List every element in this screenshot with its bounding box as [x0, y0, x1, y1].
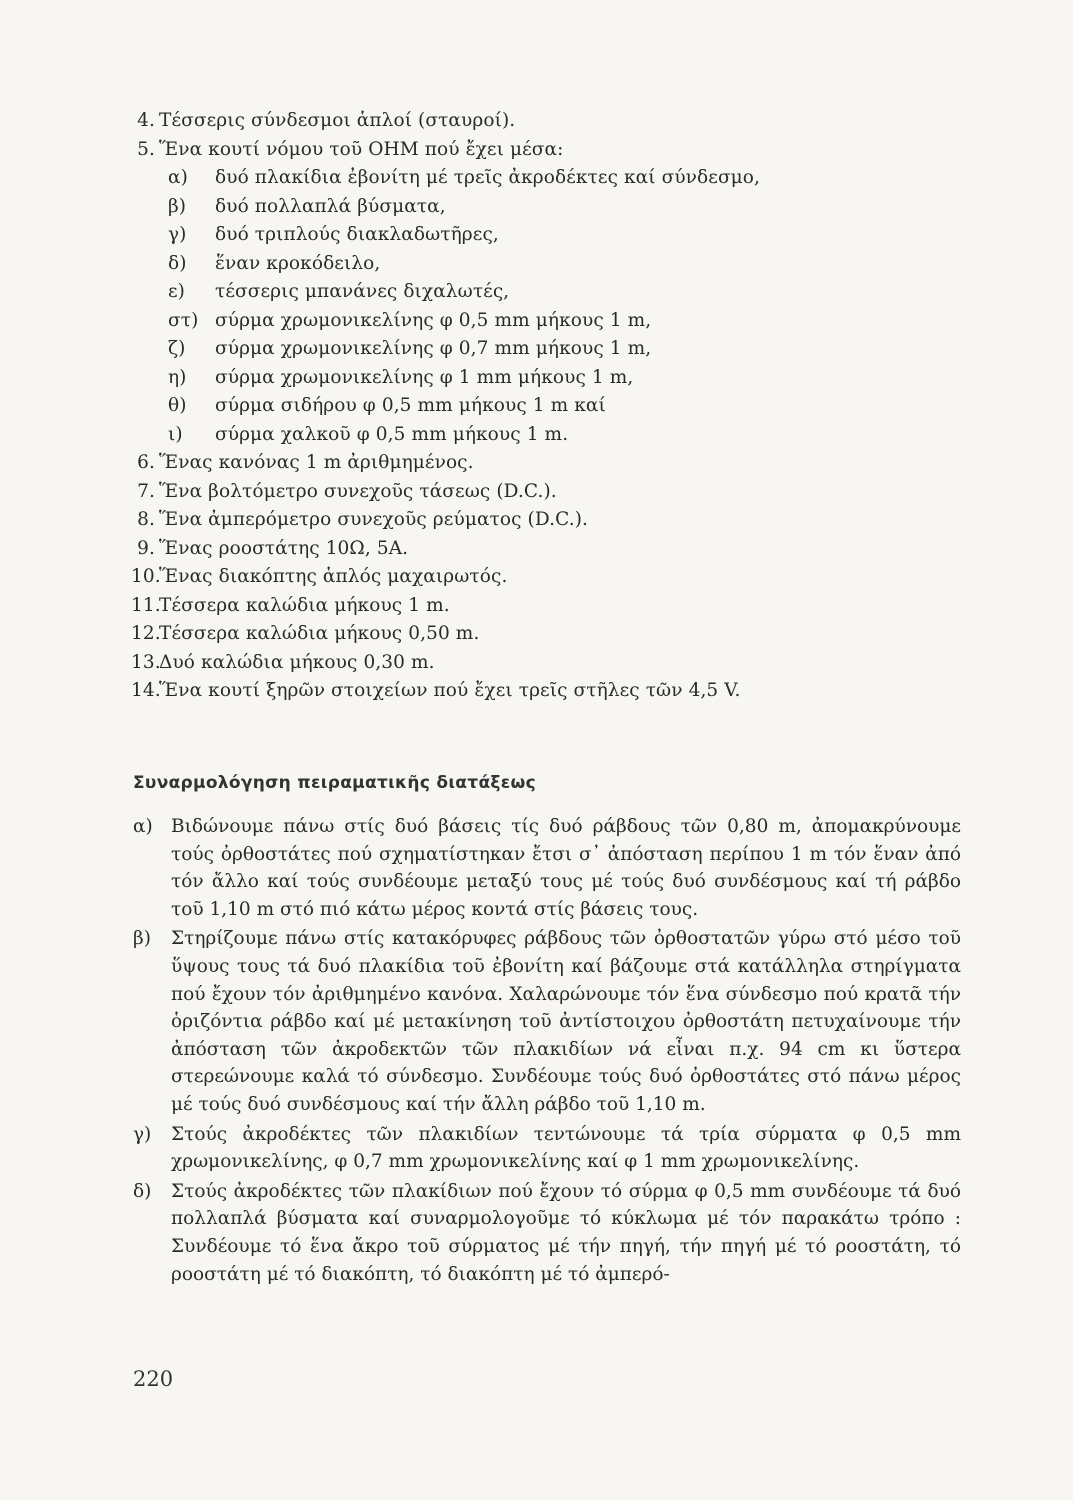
item-text: τέσσερις μπανάνες διχαλωτές, [215, 281, 510, 302]
item-text: Ἕνας κανόνας 1 m ἀριθμημένος. [159, 452, 474, 473]
materials-item [133, 649, 833, 678]
materials-item [133, 592, 833, 621]
item-text: ἕναν κροκόδειλο, [215, 252, 381, 274]
materials-item [133, 506, 833, 535]
item-text: δυό πλακίδια ἐβονίτη μέ τρεῖς ἀκροδέκτες καί σύνδεσμο, [215, 167, 761, 188]
materials-item [133, 193, 833, 222]
item-number: 14. [131, 680, 161, 701]
materials-item [133, 392, 833, 421]
item-text: Ἕνα ἀμπερόμετρο συνεχοῦς ρεύματος (D.C.). [159, 509, 588, 530]
materials-item [133, 307, 833, 336]
item-text: Ἕνας ροοστάτης 10Ω, 5A. [159, 537, 409, 559]
item-number: θ) [168, 395, 187, 416]
step-beta [133, 925, 961, 1118]
item-number: 12. [131, 623, 161, 644]
materials-item [133, 221, 833, 250]
item-text: Τέσσερα καλώδια μήκους 1 m. [159, 594, 450, 616]
materials-item [133, 335, 833, 364]
item-text: Ἕνα κουτί νόμου τοῦ ΟΗΜ πού ἔχει μέσα: [159, 138, 564, 160]
item-number: ζ) [168, 338, 186, 359]
item-text: σύρμα χρωμονικελίνης φ 0,7 mm μήκους 1 m, [215, 338, 652, 359]
materials-item [133, 478, 833, 507]
step-alpha [133, 813, 961, 923]
materials-list [133, 107, 833, 706]
item-text: σύρμα χρωμονικελίνης φ 0,5 mm μήκους 1 m, [215, 309, 652, 331]
item-number: δ) [168, 252, 187, 274]
materials-item [133, 250, 833, 279]
item-number: η) [168, 366, 187, 388]
item-number: 4. [137, 110, 155, 131]
item-text: δυό τριπλούς διακλαδωτῆρες, [215, 224, 499, 245]
item-number: 10. [131, 566, 161, 587]
step-delta [133, 1178, 961, 1288]
materials-item [133, 136, 833, 165]
materials-item [133, 421, 833, 450]
item-text: σύρμα σιδήρου φ 0,5 mm μήκους 1 m καί [215, 395, 606, 416]
materials-item [133, 677, 833, 706]
item-text: δυό πολλαπλά βύσματα, [215, 195, 446, 217]
step-text: Στούς ἀκροδέκτες τῶν πλακιδίων τεντώνουμε τά τρία σύρματα φ 0,5 mm χρωμονικελίνης, φ 0,7 mm χρωμονικελίνης καί φ 1 mm χρωμονικελίνης. [171, 1123, 961, 1173]
item-text: σύρμα χρωμονικελίνης φ 1 mm μήκους 1 m, [215, 366, 634, 388]
item-number: 9. [137, 537, 155, 559]
materials-item [133, 449, 833, 478]
step-label: α) [133, 816, 153, 837]
page-number: 220 [133, 1367, 174, 1391]
item-text: Ἕνα κουτί ξηρῶν στοιχείων πού ἔχει τρεῖς στῆλες τῶν 4,5 V. [159, 680, 741, 701]
item-number: 5. [137, 138, 155, 160]
section-heading: Συναρμολόγηση πειραματικῆς διατάξεως [133, 773, 536, 793]
item-number: στ) [168, 309, 199, 331]
item-text: Ἕνας διακόπτης ἁπλός μαχαιρωτός. [159, 566, 508, 587]
item-number: α) [168, 167, 188, 188]
item-text: σύρμα χαλκοῦ φ 0,5 mm μήκους 1 m. [215, 423, 569, 445]
item-number: 8. [137, 509, 155, 530]
item-number: ι) [168, 423, 183, 445]
materials-item [133, 107, 833, 136]
materials-item [133, 563, 833, 592]
item-number: 7. [137, 480, 155, 502]
step-text: Στηρίζουμε πάνω στίς κατακόρυφες ράβδους τῶν ὀρθοστατῶν γύρω στό μέσο τοῦ ὕψους τους τά δυό πλακίδια τοῦ ἐβονίτη καί βάζουμε στά κατάλληλα στηρίγματα πού ἔχουν τόν ἀριθμημένο κανόνα. Χαλαρώνουμε τόν ἕνα σύνδεσμο πού κρατᾶ τήν ὁριζόντια ράβδο καί μέ μετακίνηση τοῦ ἀντίστοιχου ὀρθοστάτη πετυχαίνουμε τήν ἀπόσταση τῶν ἀκροδεκτῶν τῶν πλακιδίων νά εἶναι π.χ. 94 cm κι ὕστερα στερεώνουμε καλά τό σύνδεσμο. Συνδέουμε τούς δυό ὀρθοστάτες στό πάνω μέρος μέ τούς δυό συνδέσμους καί τήν ἄλλη ράβδο τοῦ 1,10 m. [171, 928, 961, 1115]
step-text: Βιδώνουμε πάνω στίς δυό βάσεις τίς δυό ράβδους τῶν 0,80 m, ἀπομακρύνουμε τούς ὀρθοστάτες πού σχηματίστηκαν ἔτσι σ᾽ ἀπόσταση περίπου 1 m τόν ἕναν ἀπό τόν ἄλλο καί τούς συνδέουμε μεταξύ τους μέ τούς δυό συνδέσμους καί τή ράβδο τοῦ 1,10 m στό πιό κάτω μέρος κοντά στίς βάσεις τους. [171, 816, 961, 920]
item-text: Ἕνα βολτόμετρο συνεχοῦς τάσεως (D.C.). [159, 480, 557, 502]
materials-item [133, 278, 833, 307]
item-number: ε) [168, 281, 186, 302]
step-label: γ) [133, 1123, 152, 1145]
assembly-steps [133, 813, 961, 1290]
step-text: Στούς ἀκροδέκτες τῶν πλακίδιων πού ἔχουν τό σύρμα φ 0,5 mm συνδέουμε τά δυό πολλαπλά βύσματα καί συναρμολογοῦμε τό κύκλωμα μέ τόν παρακάτω τρόπο : Συνδέουμε τό ἕνα ἄκρο τοῦ σύρματος μέ τήν πηγή, τήν πηγή μέ τό ροοστάτη, τό ροοστάτη μέ τό διακόπτη, τό διακόπτη μέ τό ἀμπερό- [171, 1180, 961, 1285]
item-number: 11. [131, 594, 161, 616]
materials-item [133, 164, 833, 193]
item-number: 6. [137, 452, 155, 473]
item-text: Τέσσερα καλώδια μήκους 0,50 m. [159, 623, 480, 644]
item-number: 13. [131, 651, 161, 673]
step-label: δ) [133, 1180, 152, 1202]
step-gamma [133, 1121, 961, 1176]
materials-item [133, 364, 833, 393]
item-number: β) [168, 195, 187, 217]
materials-item [133, 620, 833, 649]
materials-item [133, 535, 833, 564]
step-label: β) [133, 928, 151, 950]
item-number: γ) [168, 224, 187, 245]
item-text: Τέσσερις σύνδεσμοι ἁπλοί (σταυροί). [159, 110, 516, 131]
item-text: Δυό καλώδια μήκους 0,30 m. [159, 651, 435, 673]
